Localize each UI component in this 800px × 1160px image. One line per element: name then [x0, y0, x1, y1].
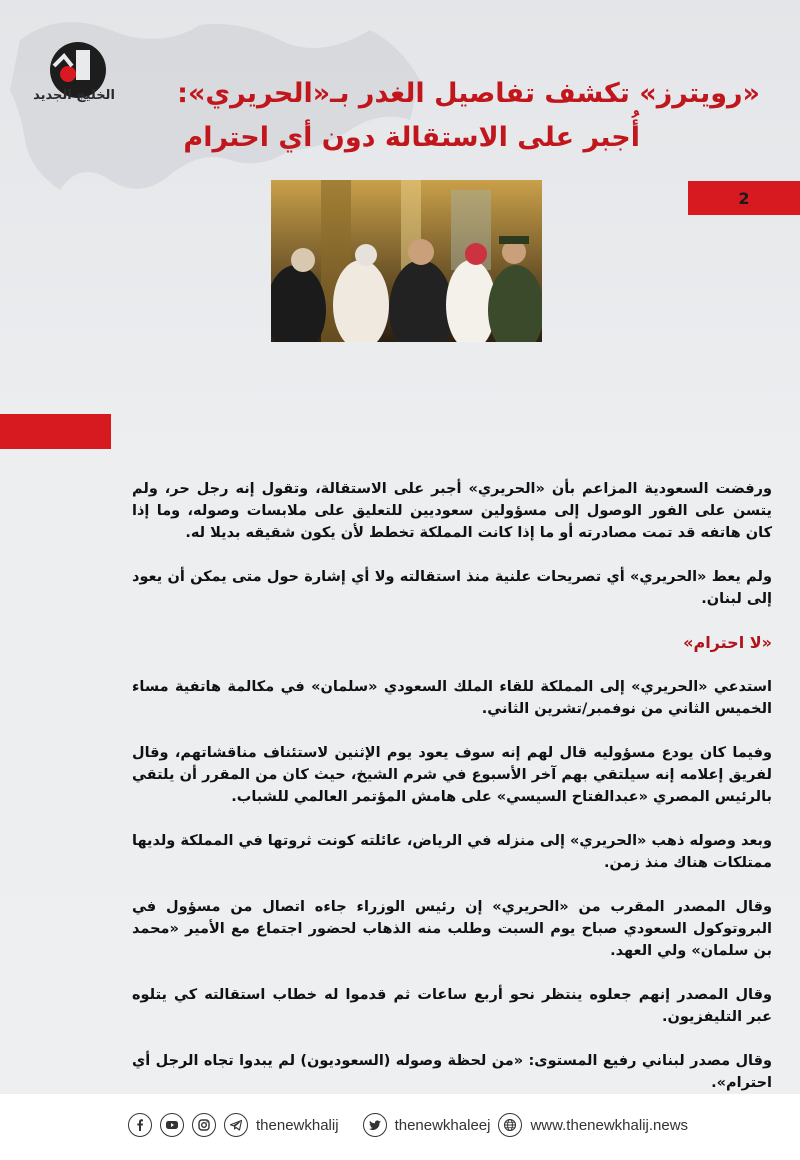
left-accent-bar [0, 414, 111, 449]
paragraph-6: وقال المصدر المقرب من «الحريري» إن رئيس الوزراء جاءه اتصال من مسؤول في البروتوكول السعودي صباح يوم السبت وطلب منه الذهاب لحضور اجتماع مع الأمير «محمد بن سلمان» ولي العهد. [132, 899, 772, 959]
page-title [140, 72, 760, 160]
instagram-icon[interactable] [192, 1113, 216, 1137]
article-photo [271, 180, 542, 342]
paragraph-4: وفيما كان يودع مسؤوليه قال لهم إنه سوف يعود يوم الإثنين لاستئناف مناقشاتهم، وقال لفريق إعلامه إنه سيلتقي بهم آخر الأسبوع في شرم الشيخ، حيث كان من المقرر أن يلتقي بالرئيس المصري «عبدالفتاح السيسي» على هامش المؤتمر العالمي للشباب. [132, 745, 772, 805]
footer-row [128, 1110, 688, 1140]
page-number: 2 [738, 188, 750, 208]
article-body [132, 478, 772, 1116]
social-handle[interactable]: thenewkhalij [256, 1116, 339, 1134]
paragraph-8: وقال مصدر لبناني رفيع المستوى: «من لحظة وصوله (السعوديون) لم يبدوا تجاه الرجل أي احترام». [132, 1053, 772, 1091]
globe-icon[interactable] [498, 1113, 522, 1137]
title-line-2: أُجبر على الاستقالة دون أي احترام [183, 122, 640, 153]
paragraph-3: استدعي «الحريري» إلى المملكة للقاء الملك السعودي «سلمان» في مكالمة هاتفية مساء الخميس الثاني من نوفمبر/تشرين الثاني. [132, 679, 772, 717]
twitter-handle[interactable]: thenewkhaleej [394, 1116, 491, 1134]
paragraph-7: وقال المصدر إنهم جعلوه ينتظر نحو أربع ساعات ثم قدموا له خطاب استقالته كي يتلوه عبر التليفزيون. [132, 987, 772, 1025]
subheading: «لا احترام» [683, 633, 772, 652]
page-number-bar [688, 181, 800, 215]
telegram-icon[interactable] [224, 1113, 248, 1137]
title-line-1: «رويترز» تكشف تفاصيل الغدر بـ«الحريري»: [177, 78, 760, 109]
twitter-icon[interactable] [363, 1113, 387, 1137]
logo-text: الخليج الجديد [33, 88, 115, 103]
youtube-icon[interactable] [160, 1113, 184, 1137]
paragraph-5: وبعد وصوله ذهب «الحريري» إلى منزله في الرياض، عائلته كونت ثروتها في المملكة ولديها ممتلكات هناك منذ زمن. [132, 833, 772, 871]
paragraph-2: ولم يعط «الحريري» أي تصريحات علنية منذ استقالته ولا أي إشارة حول متى يمكن أن يعود إلى لبنان. [132, 569, 772, 607]
website-link[interactable]: www.thenewkhalij.news [530, 1116, 689, 1134]
paragraph-1: ورفضت السعودية المزاعم بأن «الحريري» أجبر على الاستقالة، وتقول إنه رجل حر، ولم يتسن على الفور الوصول إلى مسؤولين سعوديين للتعليق على ملابسات وصوله، وما إذا كان هاتفه قد تمت مصادرته أو ما إذا كانت المملكة تخطط لأن يكون شقيقه بديلا له. [132, 481, 772, 541]
facebook-icon[interactable] [128, 1113, 152, 1137]
